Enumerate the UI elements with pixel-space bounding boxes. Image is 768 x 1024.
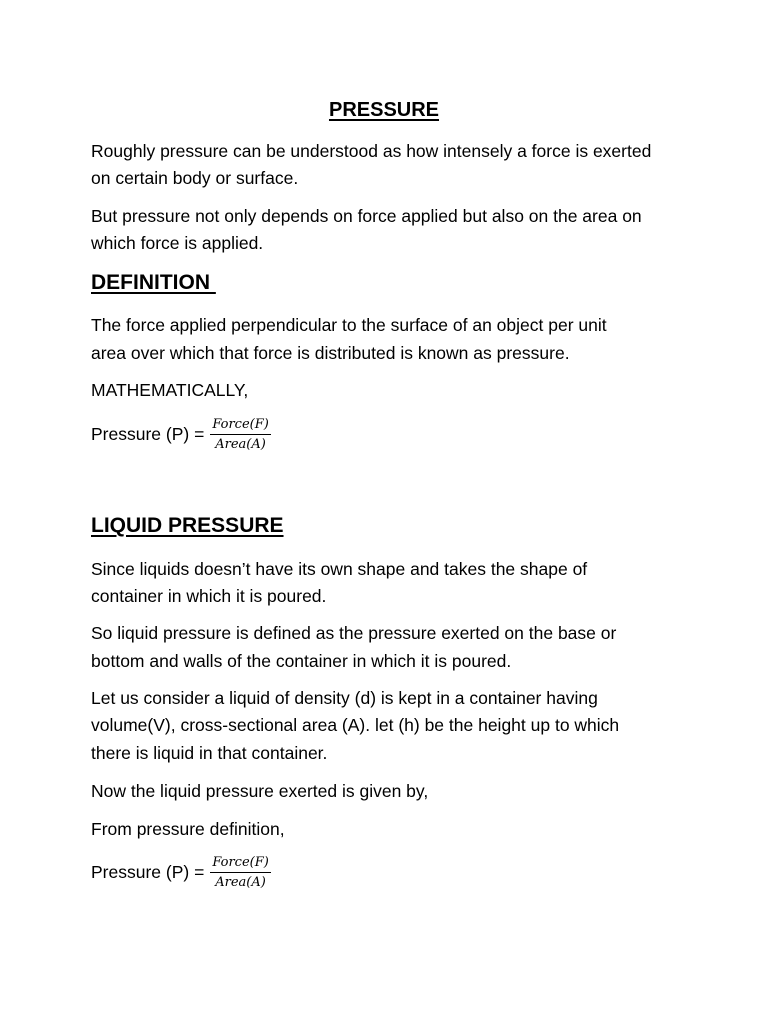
page-title-text: PRESSURE [328, 99, 440, 121]
formula-1-fraction [210, 416, 271, 453]
definition-paragraph-line-2: area over which that force is distributed is known as pressure. [91, 343, 570, 363]
formula-1-denominator: Area(A) [215, 436, 266, 452]
definition-heading [91, 270, 216, 296]
liquid-paragraph-1-line-1: Since liquids doesn’t have its own shape and takes the shape of [91, 559, 588, 579]
liquid-pressure-heading [91, 513, 284, 539]
liquid-pressure-heading-text: LIQUID PRESSURE [91, 514, 284, 537]
intro-paragraph-1-line-1: Roughly pressure can be understood as how intensely a force is exerted [91, 141, 652, 161]
liquid-paragraph-2-line-2: bottom and walls of the container in which it is poured. [91, 651, 512, 671]
formula-2-fraction [210, 854, 271, 891]
formula-2-denominator: Area(A) [215, 874, 266, 890]
pressure-formula-1 [91, 413, 271, 455]
page-title [0, 97, 768, 123]
liquid-paragraph-3-line-1: Let us consider a liquid of density (d) is kept in a container having [91, 688, 598, 708]
liquid-paragraph-4: Now the liquid pressure exerted is given by, [91, 781, 429, 801]
pressure-formula-2 [91, 851, 271, 893]
liquid-paragraph-3-line-3: there is liquid in that container. [91, 743, 328, 763]
intro-paragraph-2-line-1: But pressure not only depends on force applied but also on the area on [91, 206, 642, 226]
definition-paragraph-line-1: The force applied perpendicular to the surface of an object per unit [91, 315, 607, 335]
formula-1-lhs: Pressure (P) = [91, 423, 205, 444]
liquid-paragraph-2-line-1: So liquid pressure is defined as the pressure exerted on the base or [91, 623, 617, 643]
formula-2-lhs: Pressure (P) = [91, 861, 205, 882]
definition-heading-text: DEFINITION [91, 271, 216, 294]
liquid-paragraph-5: From pressure definition, [91, 819, 285, 839]
intro-paragraph-2-line-2: which force is applied. [91, 233, 264, 253]
formula-1-numerator: Force(F) [210, 416, 271, 435]
mathematically-label: MATHEMATICALLY, [91, 380, 249, 400]
intro-paragraph-1-line-2: on certain body or surface. [91, 168, 299, 188]
formula-2-numerator: Force(F) [210, 854, 271, 873]
liquid-paragraph-1-line-2: container in which it is poured. [91, 586, 327, 606]
liquid-paragraph-3-line-2: volume(V), cross-sectional area (A). let (h) be the height up to which [91, 715, 620, 735]
